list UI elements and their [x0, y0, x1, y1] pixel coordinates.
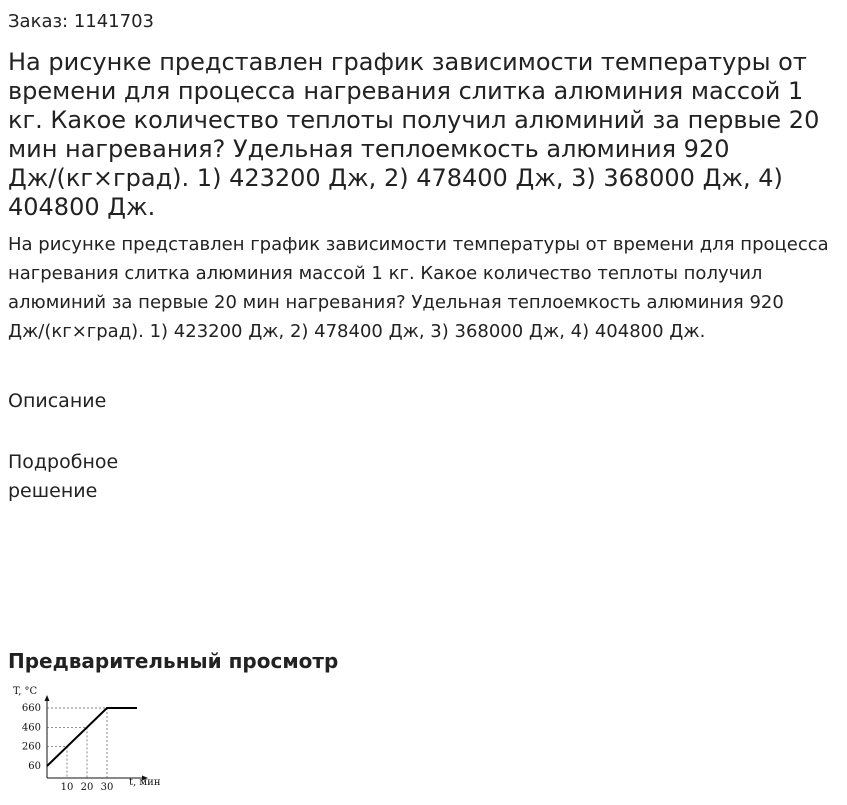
temperature-line [47, 708, 137, 766]
temperature-time-graph [8, 680, 168, 792]
graph-series [47, 708, 137, 766]
y-tick-label: 60 [28, 761, 41, 772]
question-title: На рисунке представлен график зависимости температуры от времени для процесса нагревания слитка алюминия массой 1 кг. Какое количество теплоты получил алюминий за первые 20 мин нагревания? Удельная теплоемкость алюминия 920 Дж/(кг×град). 1) 423200 Дж, 2) 478400 Дж, 3) 368000 Дж, 4) 404800 Дж. [8, 48, 820, 221]
detailed-solution-label: Подробное решение [8, 451, 119, 502]
order-number: Заказ: 1141703 [8, 11, 154, 32]
x-axis-label: t, мин [129, 777, 161, 788]
y-tick-label: 260 [21, 741, 41, 753]
x-tick-label: 30 [100, 782, 114, 792]
y-axis-arrow [45, 695, 50, 701]
x-tick-label: 20 [80, 782, 94, 792]
preview-heading: Предварительный просмотр [8, 649, 339, 673]
y-tick-label: 460 [21, 722, 41, 734]
x-tick-label: 10 [60, 782, 74, 792]
y-axis-label: T, °C [13, 686, 38, 697]
description-label: Описание [8, 390, 107, 412]
y-tick-label: 660 [21, 703, 41, 714]
graph-guides [47, 708, 107, 778]
question-text: На рисунке представлен график зависимости температуры от времени для процесса нагревания слитка алюминия массой 1 кг. Какое количество теплоты получил алюминий за первые 20 мин нагревания? Удельная теплоемкость алюминия 920 Дж/(кг×град). 1) 423200 Дж, 2) 478400 Дж, 3) 368000 Дж, 4) 404800 Дж. [8, 234, 829, 342]
